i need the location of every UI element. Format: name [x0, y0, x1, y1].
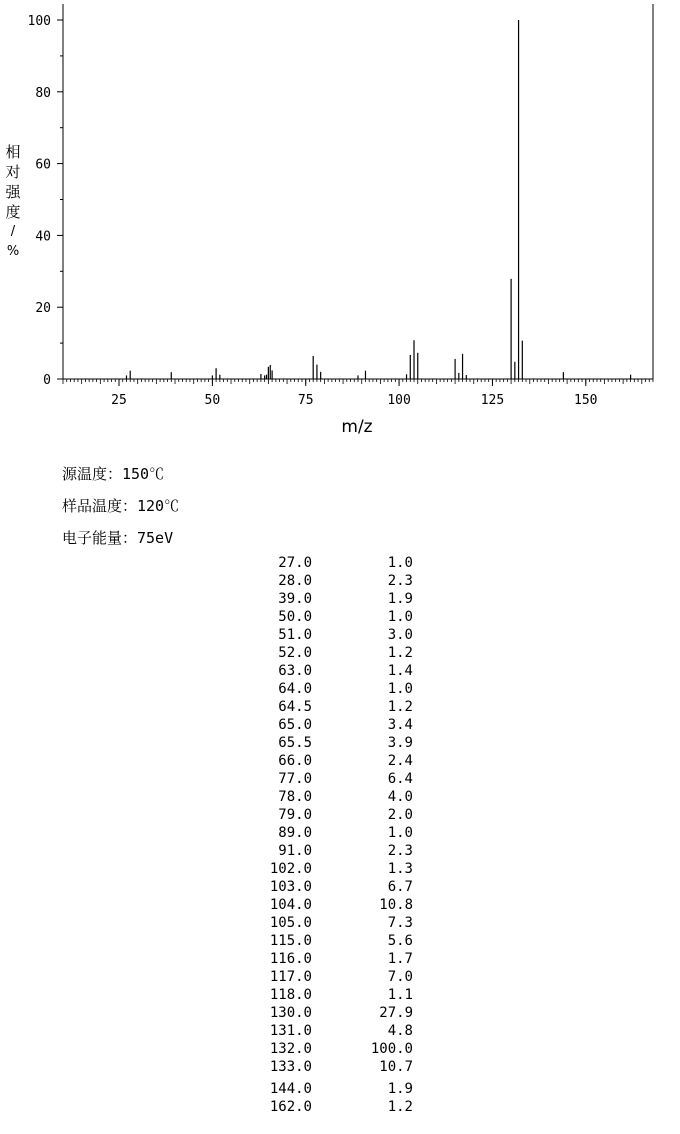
peak-mz: 50.0 — [278, 609, 312, 625]
peak-row — [0, 735, 680, 753]
peak-intensity: 1.0 — [387, 825, 413, 841]
peak-row — [0, 609, 680, 627]
peak-row — [0, 933, 680, 951]
peak-row — [0, 1041, 680, 1059]
electron-energy: 电子能量：75eV — [62, 529, 174, 547]
peak-intensity: 27.9 — [379, 1005, 413, 1021]
x-axis — [111, 379, 597, 408]
peak-intensity: 2.3 — [387, 573, 413, 589]
peak-mz: 130.0 — [269, 1005, 312, 1021]
peak-row — [0, 699, 680, 717]
x-tick-label: 75 — [297, 393, 314, 408]
peak-mz: 103.0 — [269, 879, 312, 895]
mass-spectrum-chart — [0, 0, 680, 445]
y-tick-label: 100 — [27, 14, 51, 29]
peak-row — [0, 753, 680, 771]
peak-mz: 102.0 — [269, 861, 312, 877]
peak-row — [0, 861, 680, 879]
peak-mz: 104.0 — [269, 897, 312, 913]
x-minor-ticks — [63, 379, 653, 384]
peak-intensity: 1.2 — [387, 699, 413, 715]
source-temperature: 源温度：150℃ — [62, 465, 165, 483]
peak-mz: 131.0 — [269, 1023, 312, 1039]
peak-mz: 39.0 — [278, 591, 312, 607]
peak-intensity: 1.0 — [387, 555, 413, 571]
peak-intensity: 1.2 — [387, 645, 413, 661]
peak-row — [0, 915, 680, 933]
peak-intensity: 1.3 — [387, 861, 413, 877]
y-tick-label: 40 — [35, 229, 51, 245]
peak-mz: 52.0 — [278, 645, 312, 661]
peak-intensity: 2.3 — [387, 843, 413, 859]
y-axis-label-char: 强 — [5, 183, 21, 201]
peak-intensity: 2.4 — [387, 753, 413, 769]
peak-row — [0, 789, 680, 807]
peak-mz: 132.0 — [269, 1041, 312, 1057]
peak-mz: 64.0 — [278, 681, 312, 697]
peak-intensity: 10.7 — [379, 1059, 413, 1075]
y-tick-label: 80 — [35, 85, 51, 101]
peak-intensity: 1.2 — [387, 1099, 413, 1115]
peak-mz: 65.0 — [278, 717, 312, 733]
y-axis-label-char: 相 — [5, 143, 21, 161]
peak-row — [0, 897, 680, 915]
peak-row — [0, 879, 680, 897]
peak-intensity: 6.4 — [387, 771, 413, 787]
peak-intensity: 3.0 — [387, 627, 413, 643]
y-axis-label-char: 对 — [5, 163, 21, 181]
peak-row — [0, 591, 680, 609]
peak-mz: 105.0 — [269, 915, 312, 931]
peak-intensity: 4.0 — [387, 789, 413, 805]
peak-row — [0, 825, 680, 843]
peak-mz: 91.0 — [278, 843, 312, 859]
peak-row — [0, 555, 680, 573]
plot-frame — [63, 4, 653, 379]
y-tick-label: 20 — [35, 301, 51, 317]
peak-intensity: 3.9 — [387, 735, 413, 751]
y-axis-label-char: 度 — [5, 203, 21, 221]
peak-intensity: 1.7 — [387, 951, 413, 967]
peak-intensity: 2.0 — [387, 807, 413, 823]
peak-row — [0, 1023, 680, 1041]
peak-row — [0, 969, 680, 987]
peak-intensity: 6.7 — [387, 879, 413, 895]
peak-mz: 78.0 — [278, 789, 312, 805]
peak-intensity: 7.0 — [387, 969, 413, 985]
peak-row — [0, 1005, 680, 1023]
peak-row — [0, 843, 680, 861]
peak-row — [0, 987, 680, 1005]
peak-mz: 77.0 — [278, 771, 312, 787]
peak-row — [0, 627, 680, 645]
peak-mz: 133.0 — [269, 1059, 312, 1075]
peak-mz: 63.0 — [278, 663, 312, 679]
peak-bars — [126, 20, 630, 379]
y-axis-label-char: / — [10, 224, 16, 239]
x-tick-label: 150 — [574, 393, 598, 408]
peak-row — [0, 681, 680, 699]
sample-temperature: 样品温度：120℃ — [62, 497, 180, 515]
peak-mz: 89.0 — [278, 825, 312, 841]
peak-intensity: 5.6 — [387, 933, 413, 949]
peak-row — [0, 1099, 680, 1117]
peak-intensity: 1.9 — [387, 1081, 413, 1097]
x-axis-label: m/z — [341, 417, 373, 437]
peak-row — [0, 1081, 680, 1099]
peak-row — [0, 951, 680, 969]
peak-row — [0, 663, 680, 681]
peak-mz: 118.0 — [269, 987, 312, 1003]
x-tick-label: 100 — [387, 393, 411, 408]
peak-mz: 162.0 — [269, 1099, 312, 1115]
peak-mz: 116.0 — [269, 951, 312, 967]
peak-row — [0, 771, 680, 789]
peak-mz: 79.0 — [278, 807, 312, 823]
peak-intensity: 3.4 — [387, 717, 413, 733]
peak-intensity: 1.4 — [387, 663, 413, 679]
y-tick-label: 60 — [35, 157, 51, 173]
y-axis-label — [4, 142, 22, 262]
x-tick-label: 50 — [204, 393, 221, 408]
peak-intensity: 7.3 — [387, 915, 413, 931]
peak-intensity: 1.0 — [387, 681, 413, 697]
peak-mz: 144.0 — [269, 1081, 312, 1097]
y-axis-label-char: % — [6, 244, 20, 259]
peak-mz: 27.0 — [278, 555, 312, 571]
peak-intensity: 1.0 — [387, 609, 413, 625]
x-tick-label: 125 — [480, 393, 505, 408]
peak-intensity: 100.0 — [370, 1041, 413, 1057]
peak-intensity: 10.8 — [379, 897, 413, 913]
peak-row — [0, 573, 680, 591]
y-tick-label: 0 — [43, 373, 51, 388]
peak-row — [0, 717, 680, 735]
y-axis — [28, 14, 63, 388]
peak-intensity: 1.1 — [387, 987, 413, 1003]
x-tick-label: 25 — [111, 393, 127, 408]
peak-mz: 115.0 — [269, 933, 312, 949]
peak-mz: 65.5 — [278, 735, 312, 751]
peak-intensity: 4.8 — [387, 1023, 413, 1039]
peak-mz: 28.0 — [278, 573, 312, 589]
peak-intensity: 1.9 — [387, 591, 413, 607]
peak-mz: 51.0 — [278, 627, 312, 643]
peak-mz: 66.0 — [278, 753, 312, 769]
peak-row — [0, 645, 680, 663]
peak-row — [0, 1059, 680, 1077]
peak-mz: 64.5 — [278, 699, 312, 715]
peak-mz: 117.0 — [269, 969, 312, 985]
peak-row — [0, 807, 680, 825]
